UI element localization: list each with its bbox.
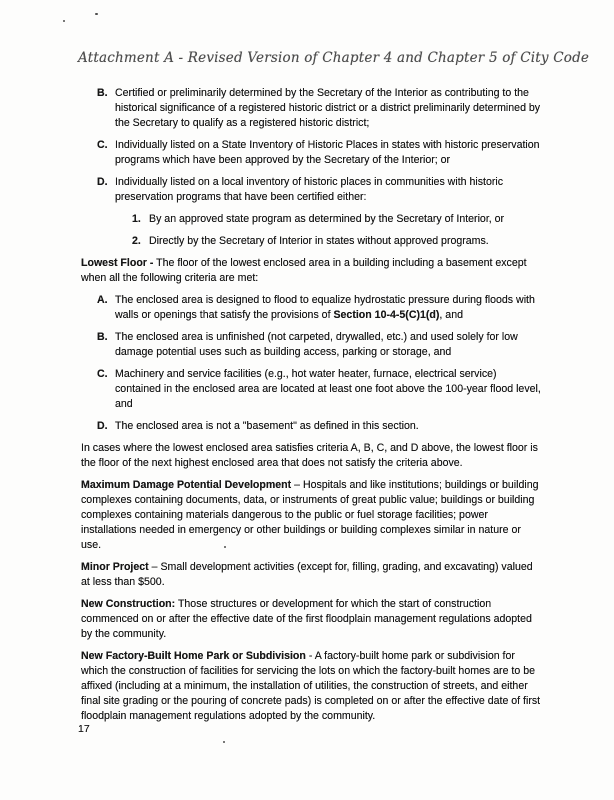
list-item-text: Individually listed on a local inventory of historic places in communities with historic preservation programs that have been certified either: (115, 176, 504, 203)
definition-term: Minor Project (81, 561, 149, 573)
list-item-text: Directly by the Secretary of Interior in states without approved programs. (149, 235, 489, 247)
criteria-text-pre: The enclosed area is designed to flood to equalize hydrostatic pressure during floods with walls or openings that satisfy the provisions of (115, 294, 535, 321)
scan-artifact-dot (95, 13, 98, 15)
definition-text: Hospitals and like institutions; buildings or building complexes containing documents, data, or instruments of great public value; buildings or building complexes containing materials dangerous to the public or fuel storage facilities; power installations needed in emergency or other buildings or building complexes similar in nature or use. (81, 479, 539, 551)
definition-term: Lowest Floor - (81, 257, 154, 269)
list-item-text: By an approved state program as determined by the Secretary of Interior, or (149, 213, 505, 225)
list-item-c (81, 138, 543, 168)
definition-text: Small development activities (except for, filling, grading, and excavating) valued at less than $500. (81, 561, 533, 588)
list-marker: A. (97, 294, 108, 306)
list-marker: B. (97, 87, 108, 99)
definition-new-factory-built (81, 649, 543, 724)
list-marker: D. (97, 420, 108, 432)
criteria-text-post: , and (439, 309, 463, 321)
criteria-item-a (81, 293, 543, 323)
definition-text: The floor of the lowest enclosed area in a building including a basement except when all the following criteria are met: (81, 257, 527, 284)
body-content (81, 86, 543, 731)
list-marker: 2. (132, 235, 141, 247)
definition-separator: - (305, 650, 315, 662)
list-item-d (81, 175, 543, 205)
definition-lowest-floor (81, 256, 543, 286)
definition-separator: – (148, 561, 161, 573)
list-marker: C. (97, 368, 108, 380)
definition-term: New Construction: (81, 598, 176, 610)
criteria-text-bold: Section 10-4-5(C)1(d) (333, 309, 440, 321)
list-marker: B. (97, 331, 108, 343)
scan-artifact-dot (63, 20, 65, 22)
definition-maximum-damage (81, 478, 543, 553)
definition-term: New Factory-Built Home Park or Subdivision (81, 650, 306, 662)
list-marker: D. (97, 176, 108, 188)
criteria-item-d (81, 419, 543, 434)
criteria-text-pre: The enclosed area is unfinished (not carpeted, drywalled, etc.) and used solely for low damage potential uses such as building access, parking or storage, and (115, 331, 518, 358)
list-item-b (81, 86, 543, 131)
list-marker: C. (97, 139, 108, 151)
definition-separator: – (291, 479, 303, 491)
in-cases-paragraph: In cases where the lowest enclosed area satisfies criteria A, B, C, and D above, the lowest floor is the floor of the next highest enclosed area that does not satisfy the criteria above. (81, 442, 538, 469)
criteria-text-pre: The enclosed area is not a "basement" as defined in this section. (115, 420, 419, 432)
definition-text: Those structures or development for which the start of construction commenced on or after the effective date of the first floodplain management regulations adopted by the community. (81, 598, 532, 640)
page-header-title: Attachment A - Revised Version of Chapter 4 and Chapter 5 of City Code (78, 50, 590, 66)
list-item-text: Certified or preliminarily determined by the Secretary of the Interior as contributing to the historical significance of a registered historic district or a district preliminarily determined by the Secretary to qualify as a registered historic district; (115, 87, 541, 129)
definition-text: A factory-built home park or subdivision for which the construction of facilities for servicing the lots on which the factory-built homes are to be affixed (including at a minimum, the installation of utilities, the construction of streets, and either final site grading or the pouring of concrete pads) is completed on or after the effective date of first floodplain management regulations adopted by the community. (81, 650, 541, 722)
definition-term: Maximum Damage Potential Development (81, 479, 292, 491)
definition-minor-project (81, 560, 543, 590)
scan-artifact-dot (223, 741, 225, 743)
criteria-item-b (81, 330, 543, 360)
sublist-item-1 (81, 212, 543, 227)
sublist-item-2 (81, 234, 543, 249)
criteria-text-pre: Machinery and service facilities (e.g., hot water heater, furnace, electrical service) contained in the enclosed area are located at least one foot above the 100-year flood level, and (115, 368, 541, 410)
page-number: 17 (78, 723, 90, 735)
list-marker: 1. (132, 213, 141, 225)
criteria-item-c (81, 367, 543, 412)
list-item-text: Individually listed on a State Inventory of Historic Places in states with historic preservation programs which have been approved by the Secretary of the Interior; or (115, 139, 540, 166)
definition-new-construction (81, 597, 543, 642)
